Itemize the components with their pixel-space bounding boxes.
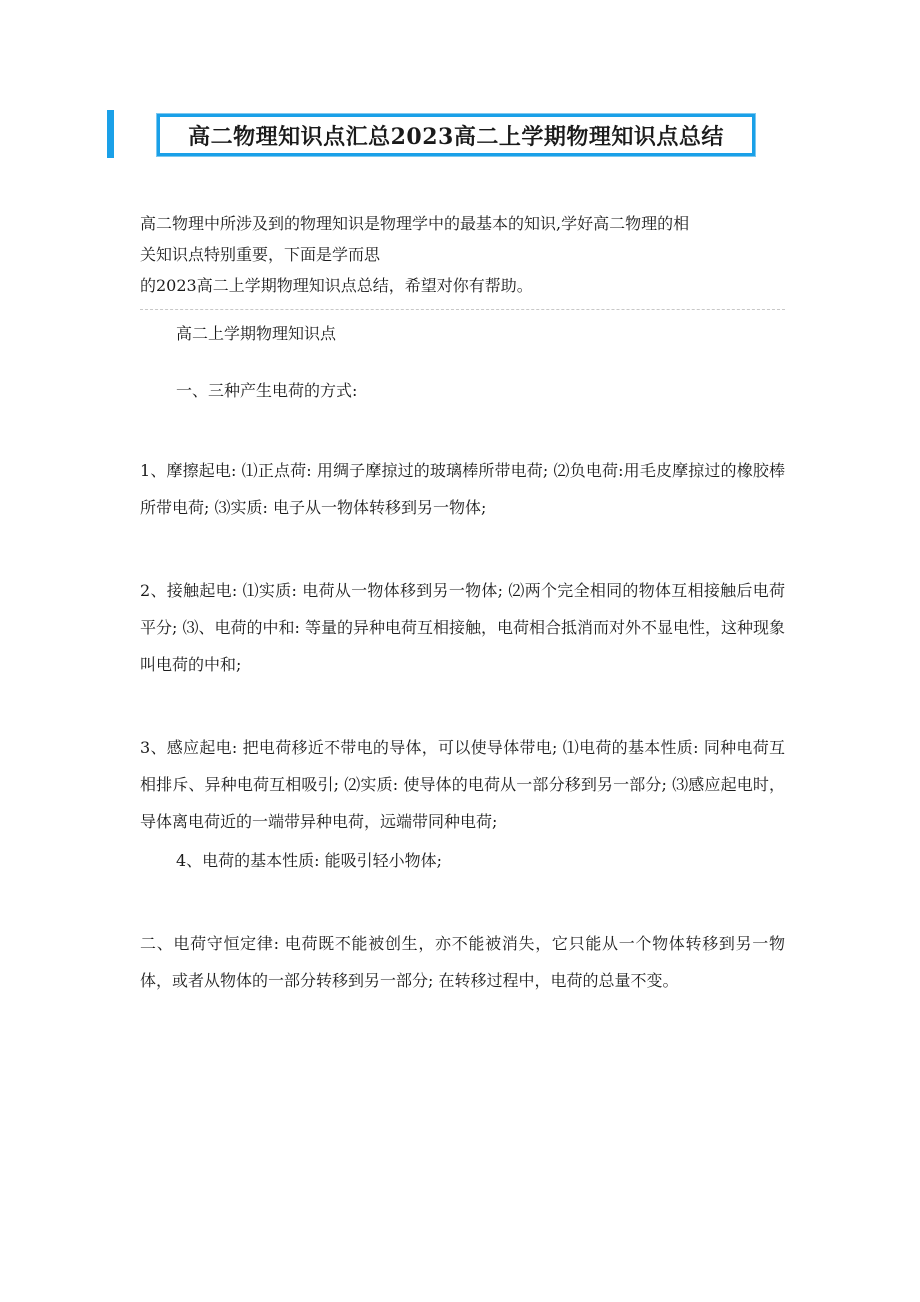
article-body xyxy=(140,208,785,999)
page-title: 高二物理知识点汇总2023高二上学期物理知识点总结 xyxy=(188,123,724,150)
title-accent-bar xyxy=(107,110,114,158)
dashed-divider xyxy=(140,309,785,310)
intro-line-3: 的2023高二上学期物理知识点总结，希望对你有帮助。 xyxy=(140,276,533,295)
heading-one: 一、三种产生电荷的方式: xyxy=(176,381,358,400)
heading-two-conservation: 二、电荷守恒定律: 电荷既不能被创生，亦不能被消失，它只能从一个物体转移到另一物体，或者从物体的一部分转移到另一部分; 在转移过程中，电荷的总量不变。 xyxy=(140,934,785,990)
item-induction-charging: 3、感应起电: 把电荷移近不带电的导体，可以使导体带电; ⑴电荷的基本性质: 同种电荷互相排斥、异种电荷互相吸引; ⑵实质: 使导体的电荷从一部分移到另一部分; ⑶感应起电时，导体离电荷近的一端带异种电荷，远端带同种电荷; xyxy=(140,738,785,831)
intro-paragraph xyxy=(140,208,785,301)
item-friction-charging: 1、摩擦起电: ⑴正点荷: 用绸子摩掠过的玻璃棒所带电荷; ⑵负电荷:用毛皮摩掠过的橡胶棒所带电荷; ⑶实质: 电子从一物体转移到另一物体; xyxy=(140,461,785,517)
intro-line-1: 高二物理中所涉及到的物理知识是物理学中的最基本的知识,学好高二物理的相 xyxy=(140,214,690,233)
item-contact-charging: 2、接触起电: ⑴实质: 电荷从一物体移到另一物体; ⑵两个完全相同的物体互相接触后电荷平分; ⑶、电荷的中和: 等量的异种电荷互相接触，电荷相合抵消而对外不显电性，这种现象叫电荷的中和; xyxy=(140,581,785,674)
title-banner xyxy=(157,114,755,156)
item-charge-property: 4、电荷的基本性质: 能吸引轻小物体; xyxy=(176,851,443,870)
section-title: 高二上学期物理知识点 xyxy=(176,324,337,343)
intro-line-2: 关知识点特别重要，下面是学而思 xyxy=(140,245,381,264)
